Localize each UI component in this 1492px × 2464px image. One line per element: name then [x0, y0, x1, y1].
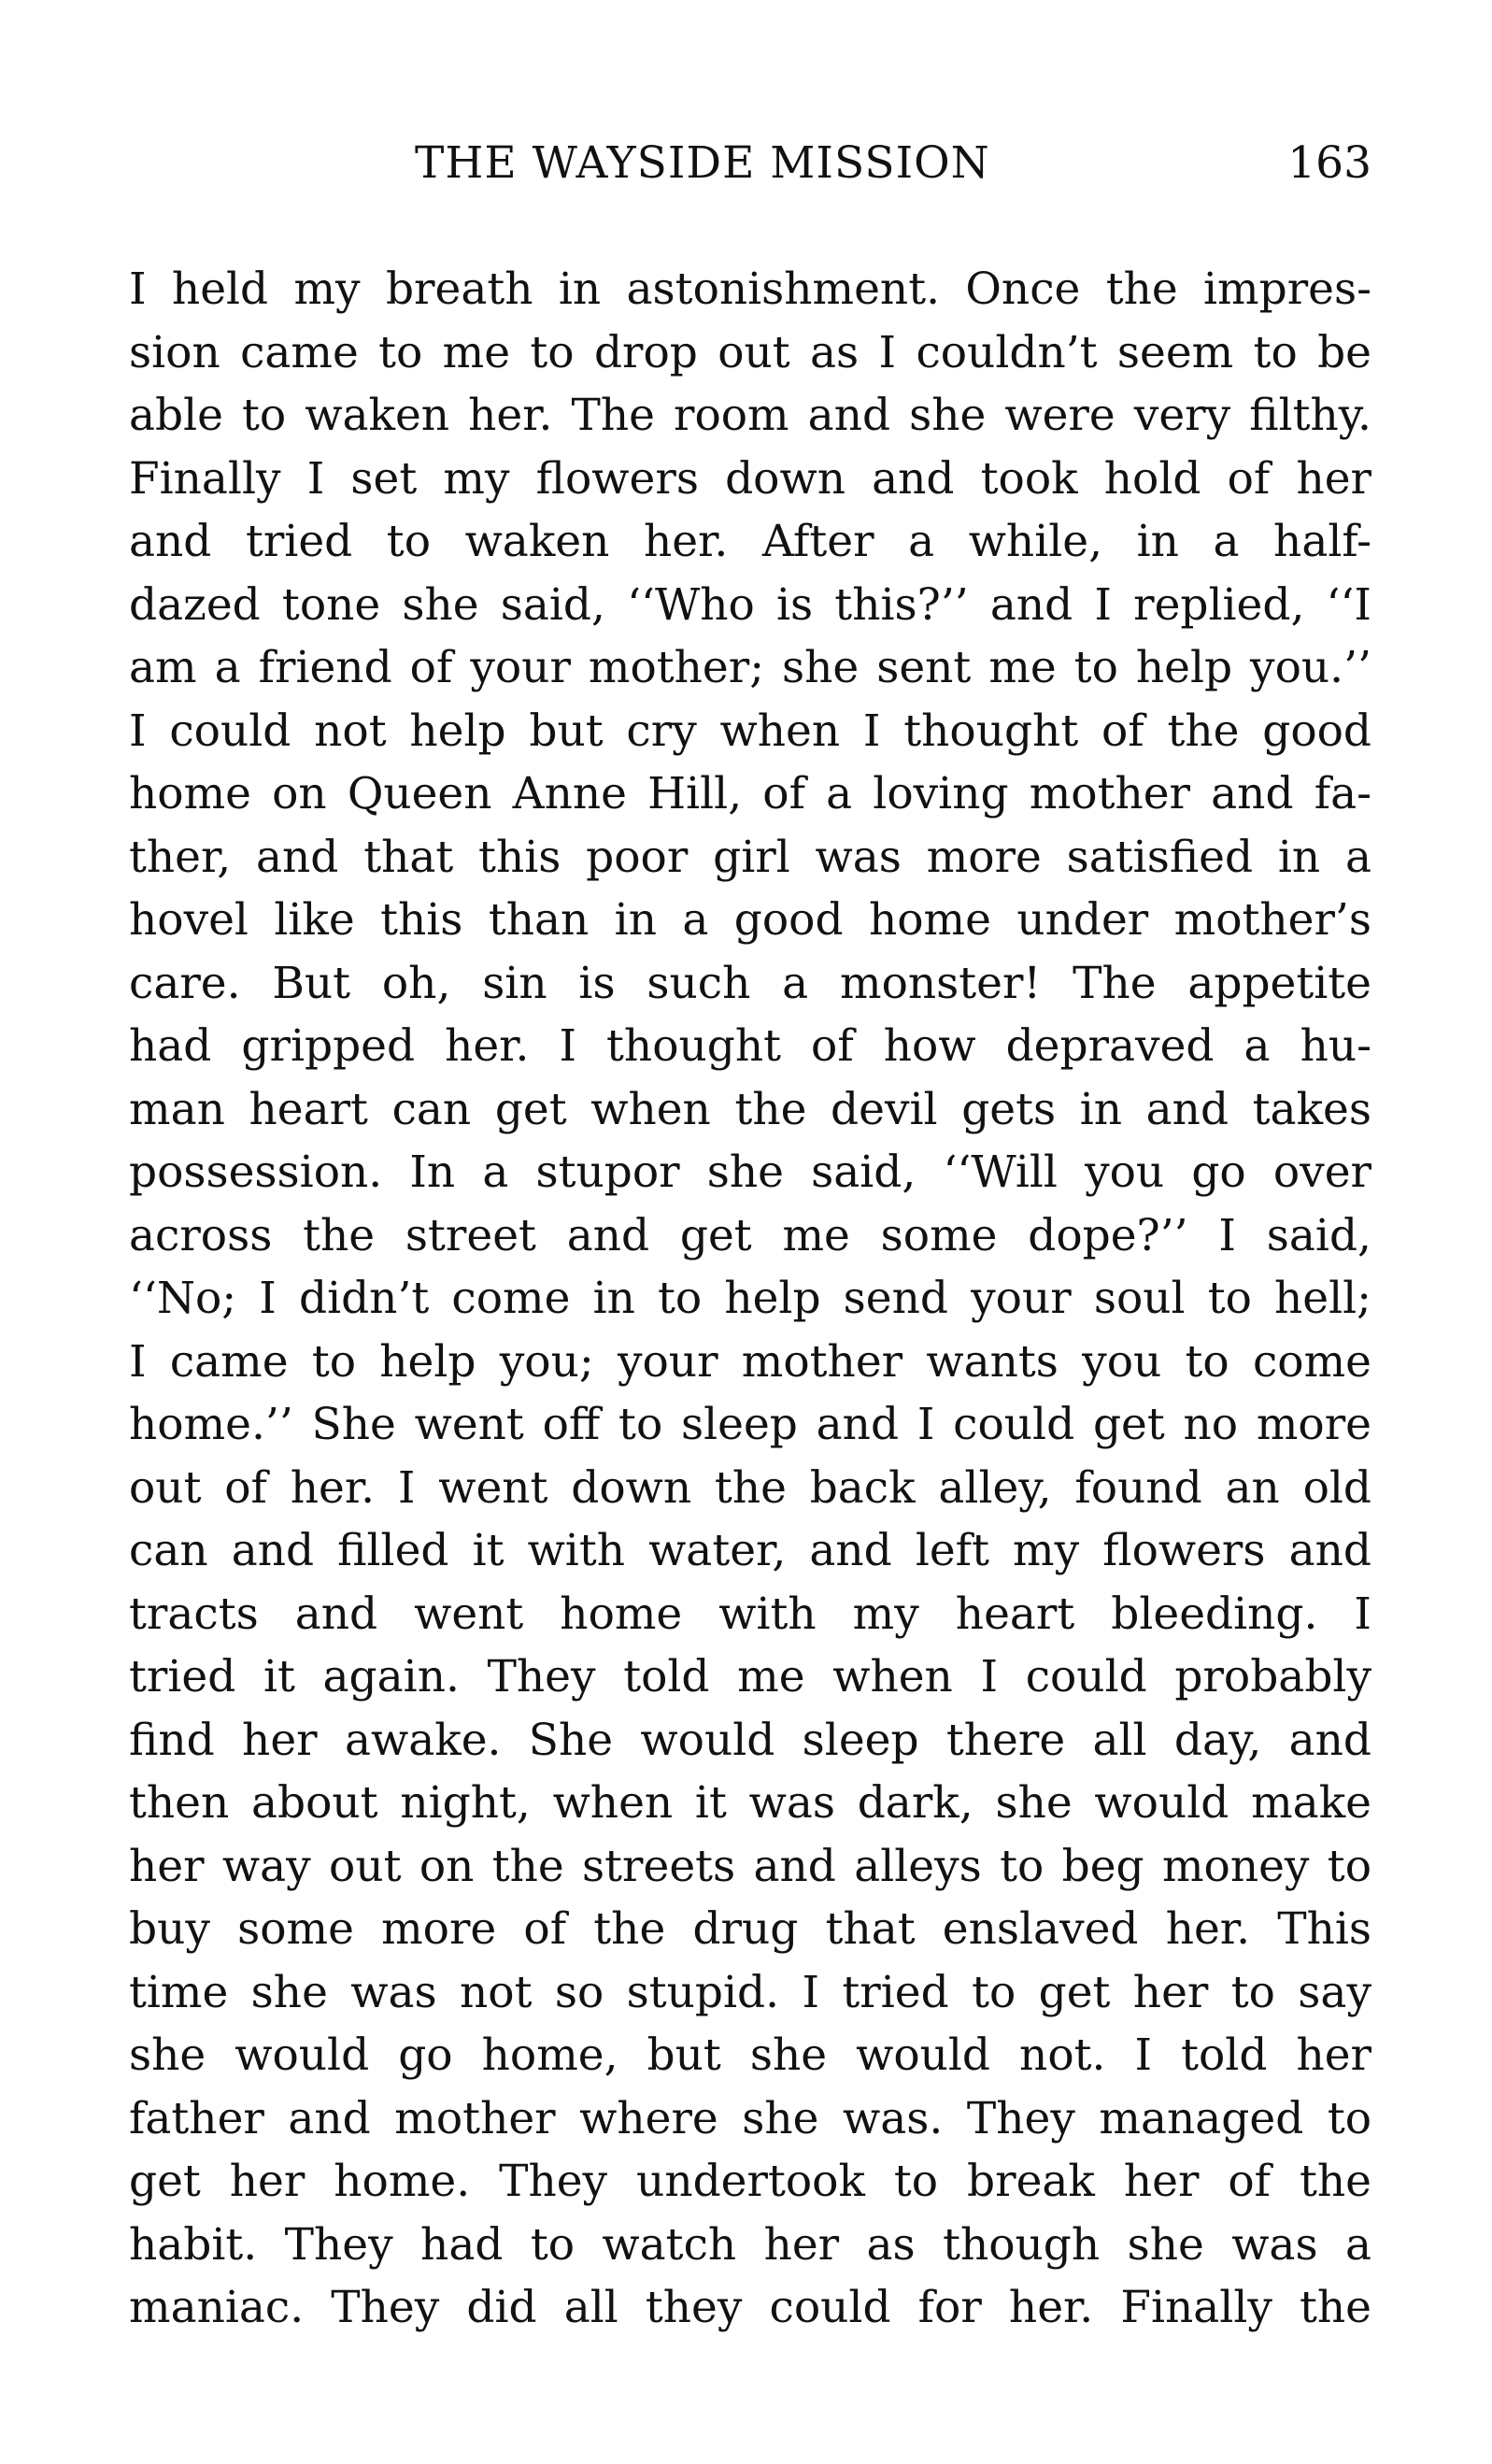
text-line: dazed tone she said, ‘‘Who is this?’’ and I replied, ‘‘I	[129, 578, 1371, 631]
text-line: ther, and that this poor girl was more satisfied in a	[129, 831, 1371, 883]
text-line: possession. In a stupor she said, ‘‘Will you go over	[129, 1147, 1371, 1198]
text-line: home on Queen Anne Hill, of a loving mother and fa-	[129, 768, 1371, 819]
text-line: able to waken her. The room and she were very filthy.	[129, 390, 1371, 441]
text-line: care. But oh, sin is such a monster! The appetite	[129, 957, 1371, 1009]
body-text	[129, 258, 1371, 2340]
text-line: maniac. They did all they could for her. Finally the	[129, 2282, 1371, 2333]
text-line: out of her. I went down the back alley, found an old	[129, 1461, 1371, 1514]
text-line: man heart can get when the devil gets in and takes	[129, 1083, 1371, 1135]
running-title: THE WAYSIDE MISSION	[415, 137, 990, 189]
page-number: 163	[1287, 137, 1371, 189]
running-head	[129, 131, 1371, 196]
text-line: sion came to me to drop out as I couldn’t seem to be	[129, 326, 1371, 378]
text-line: ‘‘No; I didn’t come in to help send your soul to hell;	[129, 1273, 1371, 1324]
text-line: buy some more of the drug that enslaved her. This	[129, 1903, 1371, 1955]
text-line: she would go home, but she would not. I told her	[129, 2030, 1371, 2081]
text-line: home.’’ She went off to sleep and I could get no more	[129, 1399, 1371, 1450]
text-line: find her awake. She would sleep there all day, and	[129, 1714, 1371, 1766]
text-line: had gripped her. I thought of how depraved a hu-	[129, 1020, 1371, 1072]
text-line: her way out on the streets and alleys to beg money to	[129, 1840, 1371, 1892]
text-line: hovel like this than in a good home under mother’s	[129, 894, 1371, 946]
text-line: am a friend of your mother; she sent me to help you.’’	[129, 642, 1371, 693]
text-line: time she was not so stupid. I tried to get her to say	[129, 1966, 1371, 2018]
text-line: Finally I set my flowers down and took hold of her	[129, 452, 1371, 505]
text-line: tracts and went home with my heart bleeding. I	[129, 1588, 1371, 1640]
text-line: I held my breath in astonishment. Once the impres-	[129, 263, 1371, 315]
text-line: get her home. They undertook to break her of the	[129, 2156, 1371, 2207]
text-line: across the street and get me some dope?’’ I said,	[129, 1209, 1371, 1261]
text-line: father and mother where she was. They managed to	[129, 2092, 1371, 2144]
text-line: I could not help but cry when I thought of the good	[129, 705, 1371, 757]
text-line: habit. They had to watch her as though she was a	[129, 2218, 1371, 2271]
text-line: can and filled it with water, and left my flowers and	[129, 1525, 1371, 1576]
text-line: then about night, when it was dark, she would make	[129, 1777, 1371, 1829]
text-line: and tried to waken her. After a while, in a half-	[129, 516, 1371, 567]
text-line: tried it again. They told me when I could probably	[129, 1651, 1371, 1702]
text-line: I came to help you; your mother wants you to come	[129, 1335, 1371, 1388]
